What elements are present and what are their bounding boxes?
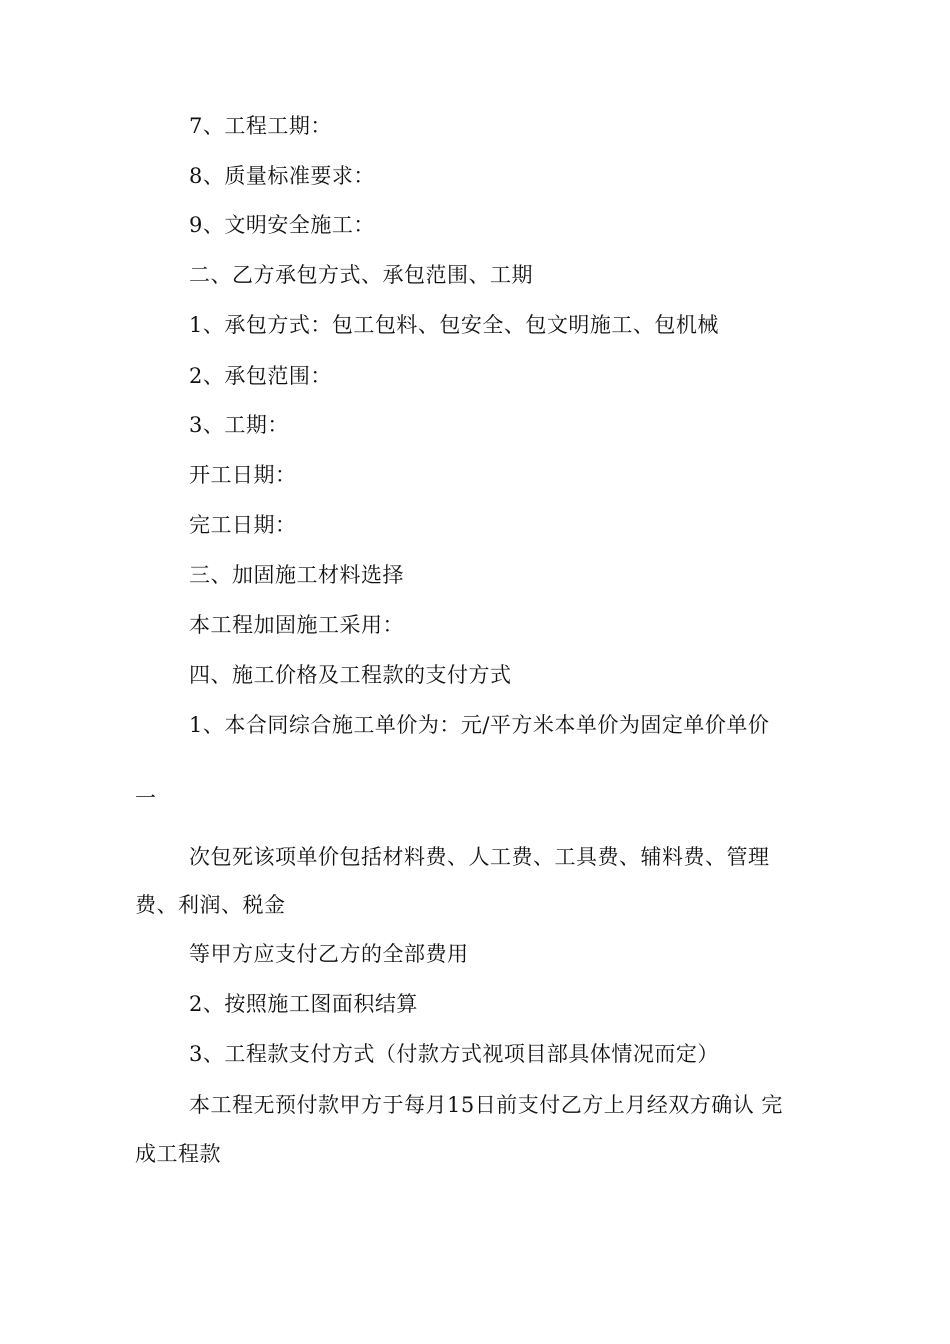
text-line: 1、承包方式：包工包料、包安全、包文明施工、包机械 bbox=[189, 313, 719, 337]
text-line: 一 bbox=[135, 786, 157, 810]
section-heading: 四、施工价格及工程款的支付方式 bbox=[189, 663, 512, 687]
text-line: 本工程加固施工采用： bbox=[189, 613, 404, 637]
text-line: 费、利润、税金 bbox=[135, 893, 286, 917]
text-line: 开工日期： bbox=[189, 463, 297, 487]
section-heading: 二、乙方承包方式、承包范围、工期 bbox=[189, 263, 533, 287]
text-line: 3、工程款支付方式（付款方式视项目部具体情况而定） bbox=[189, 1042, 719, 1066]
text-line: 完工日期： bbox=[189, 513, 297, 537]
text-line: 2、按照施工图面积结算 bbox=[189, 992, 418, 1016]
text-line: 7、工程工期： bbox=[189, 114, 332, 138]
text-line: 2、承包范围： bbox=[189, 364, 332, 388]
text-line: 8、质量标准要求： bbox=[189, 164, 375, 188]
text-line: 1、本合同综合施工单价为：元/平方米本单价为固定单价单价 bbox=[189, 713, 770, 737]
section-heading: 三、加固施工材料选择 bbox=[189, 563, 404, 587]
text-line: 成工程款 bbox=[135, 1142, 221, 1166]
text-line: 等甲方应支付乙方的全部费用 bbox=[189, 942, 469, 966]
text-line: 3、工期： bbox=[189, 413, 289, 437]
text-line: 本工程无预付款甲方于每月15日前支付乙方上月经双方确认 完 bbox=[189, 1093, 783, 1117]
text-line: 9、文明安全施工： bbox=[189, 213, 375, 237]
text-line: 次包死该项单价包括材料费、人工费、工具费、辅料费、管理 bbox=[189, 845, 770, 869]
